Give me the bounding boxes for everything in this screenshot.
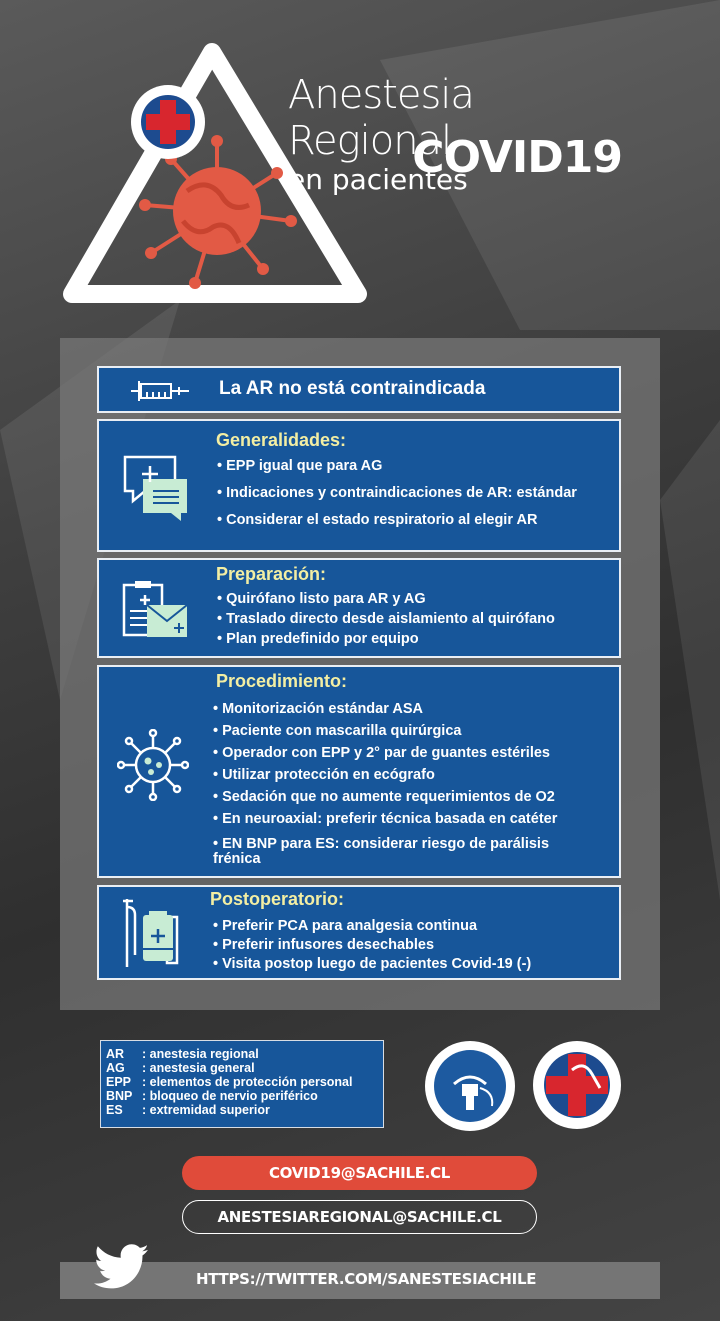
email-regional-link[interactable]: ANESTESIAREGIONAL@SACHILE.CL — [182, 1200, 537, 1234]
iv-pump-icon — [121, 897, 185, 969]
legend-abbr: AG — [106, 1061, 125, 1075]
procedimiento-card — [97, 665, 621, 878]
list-item: • Operador con EPP y 2° par de guantes estériles — [213, 745, 550, 761]
page-title — [288, 72, 628, 196]
generalidades-heading: Generalidades: — [216, 430, 347, 450]
postoperatorio-list — [213, 918, 531, 972]
list-item: • Visita postop luego de pacientes Covid-19 (-) — [213, 956, 532, 972]
procedimiento-heading: Procedimiento: — [216, 671, 348, 691]
list-item: • Indicaciones y contraindicaciones de AR: estándar — [217, 485, 577, 501]
twitter-icon[interactable] — [94, 1244, 150, 1290]
list-item: • En neuroaxial: preferir técnica basada en catéter — [213, 811, 558, 827]
list-item: • Traslado directo desde aislamiento al quirófano — [217, 611, 555, 627]
list-item: • Plan predefinido por equipo — [217, 631, 419, 647]
chat-medical-icon — [121, 455, 191, 523]
legend-abbr: BNP — [106, 1089, 133, 1103]
list-item: • Monitorización estándar ASA — [213, 701, 423, 717]
preparacion-heading: Preparación: — [216, 564, 327, 584]
legend-row — [106, 1103, 383, 1117]
title-line3: COVID19 — [412, 132, 622, 183]
legend-row — [106, 1061, 383, 1075]
banner-text: La AR no está contraindicada — [219, 378, 486, 399]
postoperatorio-heading: Postoperatorio: — [210, 889, 345, 909]
legend-row — [106, 1075, 383, 1089]
list-item: • Paciente con mascarilla quirúrgica — [213, 723, 462, 739]
banner-card — [97, 366, 621, 413]
legend-row — [106, 1047, 383, 1061]
list-item: • EPP igual que para AG — [217, 458, 383, 474]
abbreviations-legend — [100, 1040, 384, 1128]
legend-desc: : anestesia general — [142, 1061, 255, 1075]
sach-logo-top — [131, 85, 205, 159]
list-item: • Utilizar protección en ecógrafo — [213, 767, 435, 783]
legend-desc: : extremidad superior — [142, 1103, 270, 1117]
procedimiento-list — [213, 701, 557, 867]
twitter-link[interactable]: HTTPS://TWITTER.COM/SANESTESIACHILE — [196, 1270, 537, 1288]
legend-desc: : anestesia regional — [142, 1047, 259, 1061]
comite-anestesia-regional-logo — [424, 1040, 516, 1132]
legend-row — [106, 1089, 383, 1103]
legend-abbr: ES — [106, 1103, 123, 1117]
legend-abbr: AR — [106, 1047, 125, 1061]
generalidades-card — [97, 419, 621, 552]
virus-icon — [117, 729, 189, 801]
syringe-icon — [129, 377, 191, 405]
list-item: • EN BNP para ES: considerar riesgo de parálisis — [213, 836, 550, 852]
list-item: • Sedación que no aumente requerimientos de O2 — [213, 789, 555, 805]
email-covid-link[interactable]: COVID19@SACHILE.CL — [182, 1156, 537, 1190]
title-line2: en pacientes — [288, 163, 468, 196]
legend-desc: : elementos de protección personal — [142, 1075, 353, 1089]
list-item: • Considerar el estado respiratorio al elegir AR — [217, 512, 538, 528]
preparacion-card — [97, 558, 621, 658]
list-item: • Preferir PCA para analgesia continua — [213, 918, 478, 934]
clipboard-envelope-icon — [121, 581, 189, 641]
content-panel — [60, 338, 660, 1010]
list-item: frénica — [213, 851, 261, 867]
legend-abbr: EPP — [106, 1075, 132, 1089]
postoperatorio-card — [97, 885, 621, 980]
legend-desc: : bloqueo de nervio periférico — [142, 1089, 318, 1103]
list-item: • Quirófano listo para AR y AG — [217, 591, 426, 607]
title-line1: Anestesia Regional — [288, 72, 474, 164]
list-item: • Preferir infusores desechables — [213, 937, 435, 953]
generalidades-list — [217, 458, 577, 528]
sach-logo-bottom — [532, 1040, 622, 1130]
preparacion-list — [217, 591, 555, 647]
